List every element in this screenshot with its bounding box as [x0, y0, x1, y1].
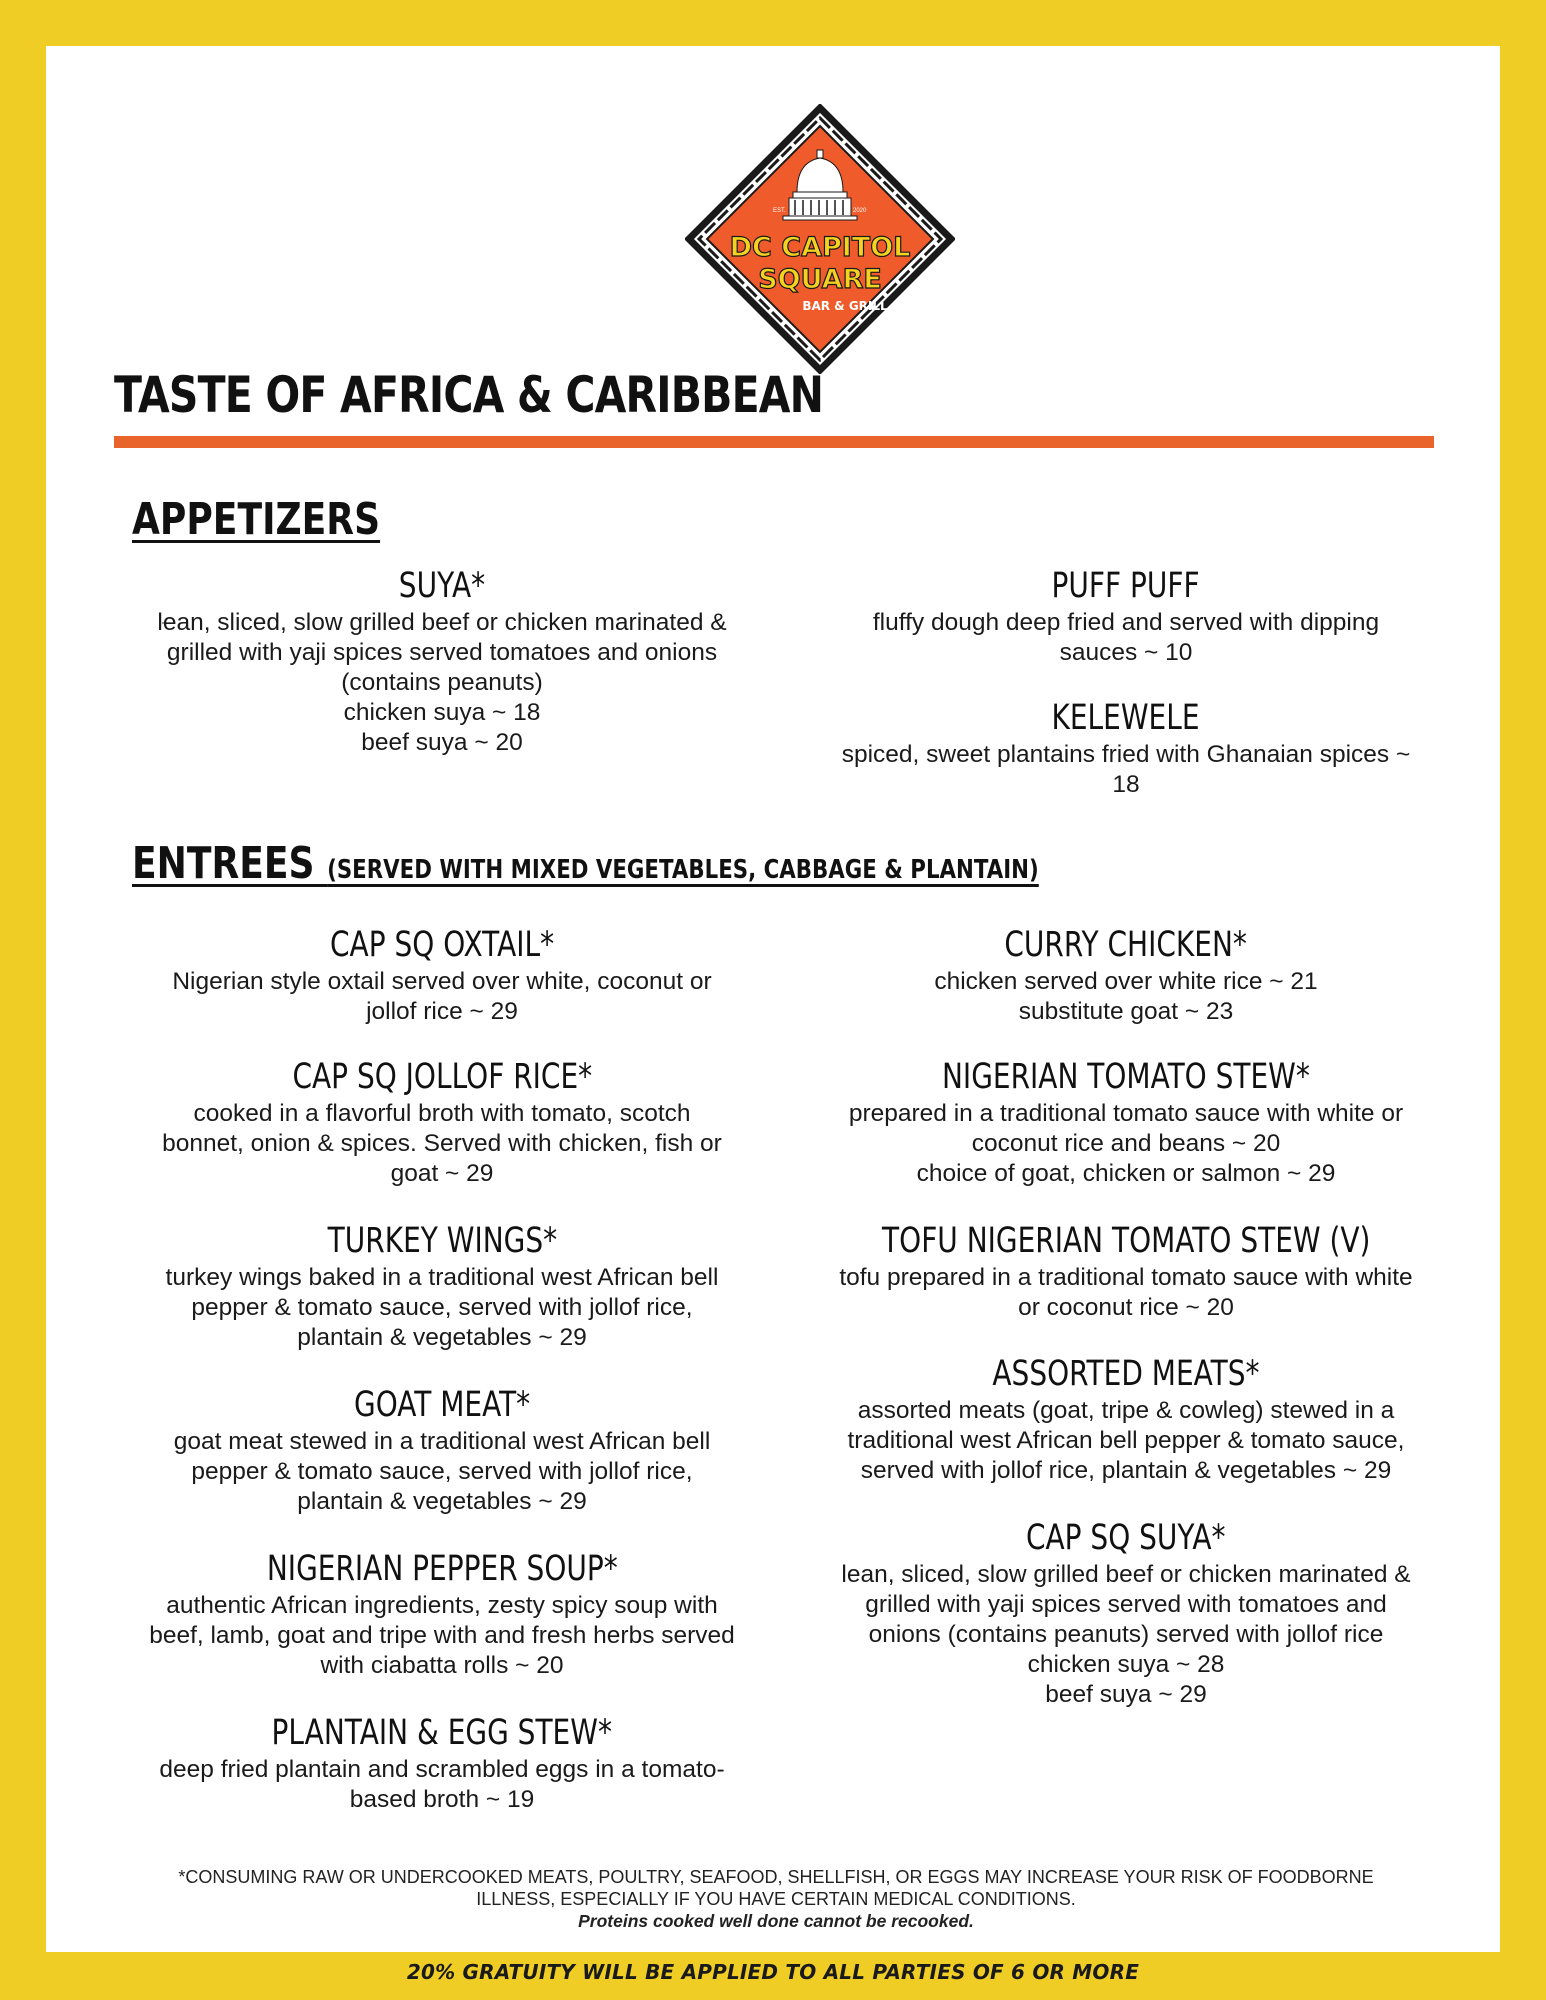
- item-desc: coconut rice and beans ~ 20: [971, 1130, 1281, 1157]
- menu-item: [816, 696, 1436, 800]
- item-desc: grilled with yaji spices served tomatoes and onions: [166, 639, 718, 666]
- menu-item: [816, 1055, 1436, 1189]
- logo-line2: SQUARE: [758, 264, 882, 295]
- restaurant-logo: [685, 104, 955, 374]
- item-name: KELEWELE: [1051, 698, 1200, 738]
- item-name: PLANTAIN & EGG STEW*: [271, 1713, 613, 1753]
- disclaimer-line: ILLNESS, ESPECIALLY IF YOU HAVE CERTAIN MEDICAL CONDITIONS.: [476, 1889, 1076, 1909]
- menu-item: [132, 1383, 752, 1517]
- item-name: GOAT MEAT*: [353, 1385, 531, 1425]
- item-desc: with ciabatta rolls ~ 20: [320, 1652, 564, 1679]
- disclaimer-note: Proteins cooked well done cannot be recooked.: [578, 1911, 974, 1931]
- item-name: CURRY CHICKEN*: [1004, 925, 1248, 965]
- item-desc: substitute goat ~ 23: [1018, 998, 1234, 1025]
- item-desc: based broth ~ 19: [349, 1786, 535, 1813]
- food-safety-disclaimer: [126, 1866, 1426, 1932]
- page-title: TASTE OF AFRICA & CARIBBEAN: [114, 366, 824, 424]
- item-price: chicken suya ~ 28: [1027, 1651, 1225, 1678]
- item-desc: cooked in a flavorful broth with tomato, scotch: [193, 1100, 691, 1127]
- item-desc: assorted meats (goat, tripe & cowleg) stewed in a: [857, 1397, 1395, 1424]
- item-desc: pepper & tomato sauce, served with jollof rice,: [191, 1294, 693, 1321]
- entrees-title: ENTREES: [132, 838, 315, 889]
- item-desc: chicken served over white rice ~ 21: [934, 968, 1318, 995]
- item-desc: lean, sliced, slow grilled beef or chicken marinated &: [157, 609, 727, 636]
- logo-est: EST.: [773, 208, 786, 214]
- menu-item: [132, 1711, 752, 1815]
- item-desc: traditional west African bell pepper & tomato sauce,: [847, 1427, 1405, 1454]
- item-desc: spiced, sweet plantains fried with Ghanaian spices ~: [841, 741, 1411, 768]
- menu-item: [816, 923, 1436, 1027]
- item-price: 18: [1112, 771, 1140, 798]
- item-desc: served with jollof rice, plantain & vegetables ~ 29: [860, 1457, 1392, 1484]
- item-name: PUFF PUFF: [1051, 566, 1201, 606]
- logo-line3: BAR & GRILL: [802, 299, 888, 313]
- item-desc: onions (contains peanuts) served with jollof rice: [868, 1621, 1384, 1648]
- logo-line1: DC CAPITOL: [729, 232, 911, 263]
- menu-item: [132, 564, 752, 758]
- item-desc: bonnet, onion & spices. Served with chicken, fish or: [162, 1130, 722, 1157]
- item-name: CAP SQ JOLLOF RICE*: [292, 1057, 592, 1097]
- gratuity-notice: 20% GRATUITY WILL BE APPLIED TO ALL PARTIES OF 6 OR MORE: [406, 1960, 1140, 1984]
- item-desc: tofu prepared in a traditional tomato sauce with white: [839, 1264, 1413, 1291]
- item-name: NIGERIAN TOMATO STEW*: [942, 1057, 1310, 1097]
- entrees-note: (SERVED WITH MIXED VEGETABLES, CABBAGE & PLANTAIN): [327, 855, 1039, 885]
- item-desc: grilled with yaji spices served with tomatoes and: [865, 1591, 1387, 1618]
- menu-item: [132, 1055, 752, 1189]
- title-divider: [114, 436, 1434, 448]
- appetizers-heading: APPETIZERS: [132, 494, 381, 545]
- menu-item: [132, 1219, 752, 1353]
- menu-item: [132, 1547, 752, 1681]
- item-price: sauces ~ 10: [1059, 639, 1193, 666]
- item-name: CAP SQ OXTAIL*: [329, 925, 555, 965]
- item-desc: goat ~ 29: [390, 1160, 494, 1187]
- item-desc: fluffy dough deep fried and served with dipping: [872, 609, 1380, 636]
- item-desc: lean, sliced, slow grilled beef or chicken marinated &: [841, 1561, 1411, 1588]
- menu-sheet: [46, 46, 1500, 1952]
- item-desc: Nigerian style oxtail served over white, coconut or: [172, 968, 712, 995]
- item-desc: jollof rice ~ 29: [366, 998, 518, 1025]
- entrees-heading: [132, 838, 1039, 889]
- item-desc: prepared in a traditional tomato sauce with white or: [848, 1100, 1404, 1127]
- item-desc: authentic African ingredients, zesty spicy soup with: [166, 1592, 718, 1619]
- item-desc: plantain & vegetables ~ 29: [297, 1488, 587, 1515]
- menu-item: [816, 1516, 1436, 1710]
- disclaimer-line: *CONSUMING RAW OR UNDERCOOKED MEATS, POULTRY, SEAFOOD, SHELLFISH, OR EGGS MAY INCREASE YOUR RISK OF FOODBORNE: [178, 1867, 1374, 1887]
- item-desc: (contains peanuts): [341, 669, 543, 696]
- item-desc: turkey wings baked in a traditional west African bell: [165, 1264, 719, 1291]
- item-desc: beef, lamb, goat and tripe with and fresh herbs served: [149, 1622, 735, 1649]
- logo-year: 2020: [853, 208, 867, 214]
- item-desc: pepper & tomato sauce, served with jollof rice,: [191, 1458, 693, 1485]
- item-price: beef suya ~ 20: [361, 729, 523, 756]
- item-name: NIGERIAN PEPPER SOUP*: [266, 1549, 618, 1589]
- item-name: TURKEY WINGS*: [327, 1221, 557, 1261]
- item-desc: deep fried plantain and scrambled eggs in a tomato-: [159, 1756, 725, 1783]
- item-desc: or coconut rice ~ 20: [1018, 1294, 1234, 1321]
- item-name: CAP SQ SUYA*: [1026, 1518, 1226, 1558]
- item-price: beef suya ~ 29: [1045, 1681, 1207, 1708]
- item-desc: goat meat stewed in a traditional west African bell: [173, 1428, 711, 1455]
- item-desc: plantain & vegetables ~ 29: [297, 1324, 587, 1351]
- item-name: SUYA*: [398, 566, 486, 606]
- menu-item: [816, 1352, 1436, 1486]
- menu-item: [816, 564, 1436, 668]
- menu-item: [132, 923, 752, 1027]
- item-price: chicken suya ~ 18: [343, 699, 541, 726]
- item-name: TOFU NIGERIAN TOMATO STEW (V): [881, 1221, 1371, 1261]
- item-name: ASSORTED MEATS*: [992, 1354, 1260, 1394]
- menu-item: [816, 1219, 1436, 1323]
- item-desc: choice of goat, chicken or salmon ~ 29: [916, 1160, 1336, 1187]
